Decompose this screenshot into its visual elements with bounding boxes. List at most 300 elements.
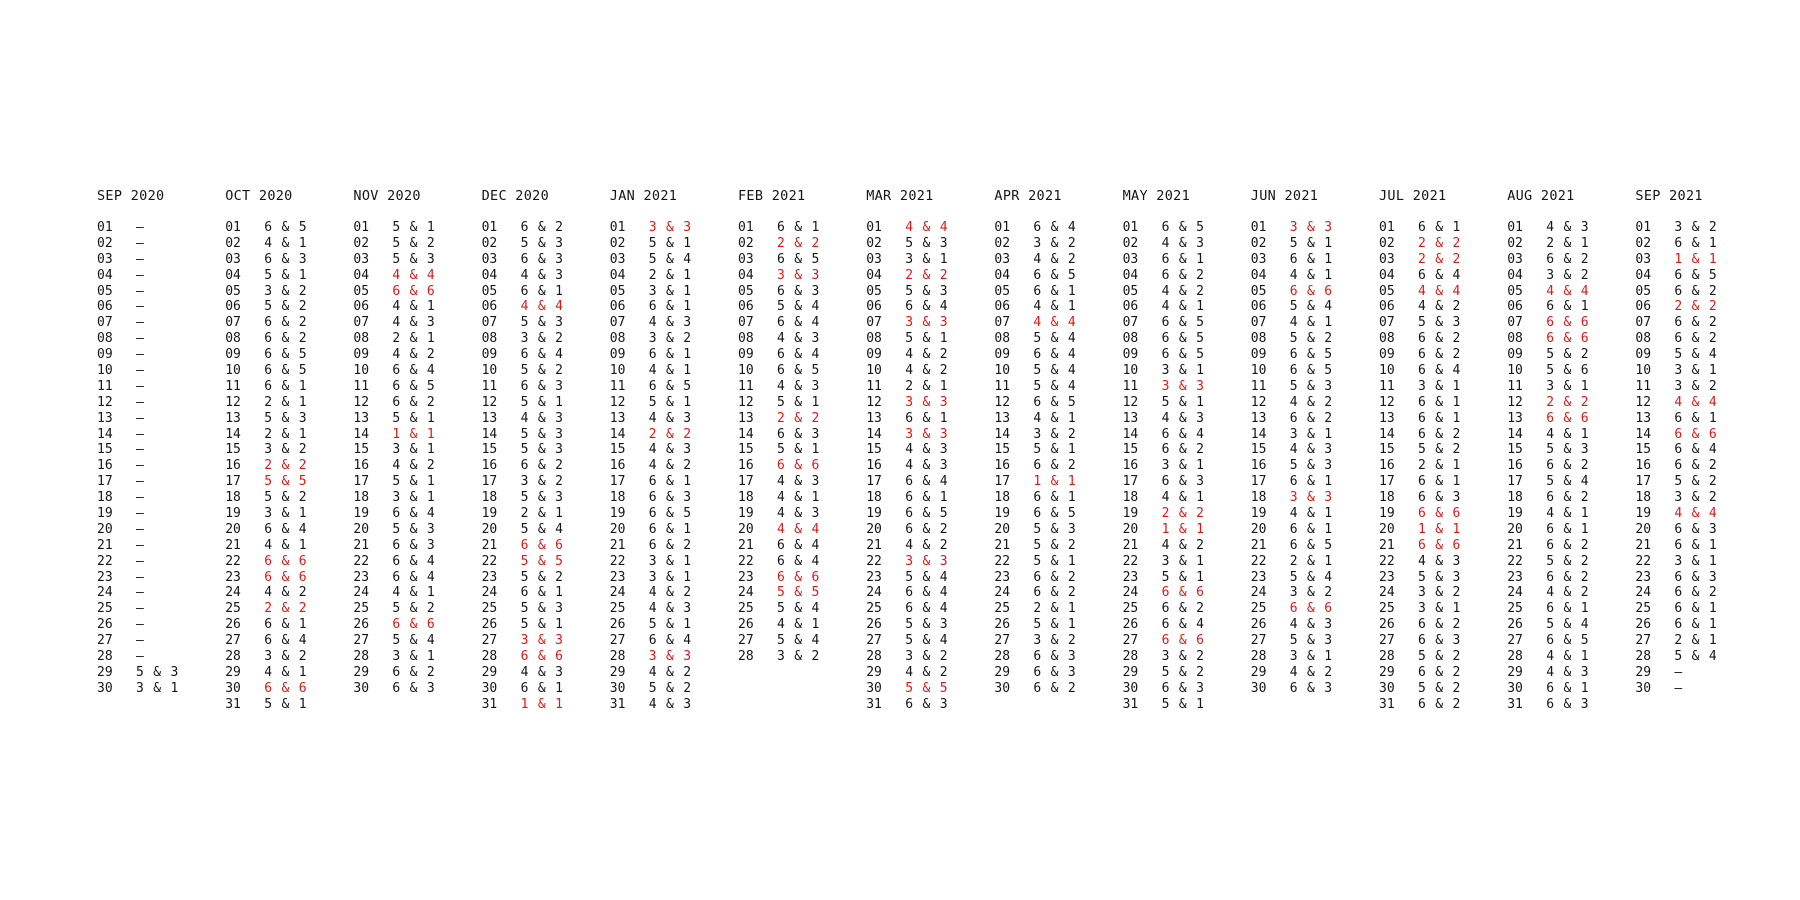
day-value: 6 & 3 xyxy=(520,251,564,267)
day-value: 3 & 2 xyxy=(1033,633,1077,649)
day-value: 6 & 4 xyxy=(1161,426,1205,442)
day-value: 6 & 1 xyxy=(905,490,949,506)
day-number: 23 xyxy=(97,569,113,585)
day-number: 26 xyxy=(866,617,882,633)
day-row xyxy=(1507,268,1627,284)
day-number: 03 xyxy=(866,251,882,267)
day-number: 19 xyxy=(1507,506,1523,522)
day-value: 2 & 1 xyxy=(1546,235,1590,251)
day-number: 10 xyxy=(1250,363,1267,379)
day-value: 6 & 5 xyxy=(648,506,692,522)
day-number: 24 xyxy=(609,585,626,601)
day-value: 6 & 3 xyxy=(1033,664,1077,680)
day-number: 12 xyxy=(1379,394,1395,410)
day-row xyxy=(97,315,217,331)
day-row xyxy=(1379,220,1499,236)
month-title: MAR 2021 xyxy=(866,188,934,204)
day-number: 01 xyxy=(1122,220,1139,235)
month-column xyxy=(1507,186,1627,713)
day-number: 17 xyxy=(353,474,370,490)
day-row xyxy=(97,585,217,601)
day-value: 6 & 2 xyxy=(1674,585,1718,601)
day-row xyxy=(353,442,473,458)
day-row xyxy=(1635,649,1755,665)
day-value: 6 & 5 xyxy=(777,363,821,379)
day-list xyxy=(482,220,602,713)
day-value-double: 2 & 2 xyxy=(777,235,821,251)
day-row xyxy=(482,458,602,474)
day-number: 02 xyxy=(1507,235,1523,251)
day-value-double: 2 & 2 xyxy=(264,601,308,617)
day-number: 03 xyxy=(994,251,1011,267)
month-column xyxy=(738,186,858,665)
day-row xyxy=(1123,236,1243,252)
day-value: 3 & 2 xyxy=(905,649,949,665)
day-row xyxy=(994,681,1114,697)
month-title: JUN 2021 xyxy=(1250,188,1319,204)
day-row xyxy=(738,395,858,411)
day-number: 02 xyxy=(1635,235,1652,251)
day-value: 6 & 4 xyxy=(1418,267,1462,283)
day-row xyxy=(1251,331,1371,347)
day-value: 6 & 2 xyxy=(1546,569,1590,585)
day-number: 01 xyxy=(97,220,113,235)
day-row xyxy=(97,252,217,268)
day-value-double: 4 & 4 xyxy=(520,299,564,315)
day-number: 30 xyxy=(994,680,1011,696)
day-value-double: 6 & 6 xyxy=(1289,283,1333,299)
day-row xyxy=(1123,649,1243,665)
day-number: 29 xyxy=(609,664,626,680)
day-number: 11 xyxy=(866,378,882,394)
day-row xyxy=(610,697,730,713)
day-value: 6 & 4 xyxy=(1674,442,1718,458)
day-row xyxy=(610,538,730,554)
day-value: 5 & 3 xyxy=(520,490,564,506)
day-number: 09 xyxy=(1379,347,1395,363)
day-value: 4 & 1 xyxy=(1161,299,1205,315)
day-value: 6 & 2 xyxy=(1546,490,1590,506)
day-number: 09 xyxy=(738,347,754,363)
day-row xyxy=(1635,474,1755,490)
day-row xyxy=(1123,395,1243,411)
day-value: 3 & 2 xyxy=(1674,490,1718,506)
day-value: 5 & 3 xyxy=(136,664,180,680)
day-number: 03 xyxy=(481,251,498,267)
day-value: 6 & 5 xyxy=(1289,347,1333,363)
day-row xyxy=(1251,649,1371,665)
day-value-double: 6 & 6 xyxy=(264,680,308,696)
day-row xyxy=(225,522,345,538)
day-number: 15 xyxy=(353,442,370,458)
day-value: 3 & 2 xyxy=(777,649,821,665)
day-number: 31 xyxy=(609,696,626,712)
day-row xyxy=(97,522,217,538)
day-number: 21 xyxy=(353,537,370,553)
day-value: 6 & 1 xyxy=(1546,680,1590,696)
day-row xyxy=(1251,506,1371,522)
day-number: 06 xyxy=(97,299,113,315)
day-row xyxy=(1251,585,1371,601)
day-row xyxy=(97,363,217,379)
day-value: 6 & 4 xyxy=(905,601,949,617)
day-row xyxy=(97,681,217,697)
day-number: 29 xyxy=(97,664,113,680)
day-number: 31 xyxy=(1379,696,1395,712)
day-number: 12 xyxy=(225,394,241,410)
day-row xyxy=(1635,506,1755,522)
day-row xyxy=(610,363,730,379)
month-column xyxy=(482,186,602,713)
day-number: 06 xyxy=(353,299,370,315)
day-row xyxy=(482,474,602,490)
day-number: 10 xyxy=(738,363,754,379)
day-number: 24 xyxy=(353,585,370,601)
day-row xyxy=(1635,268,1755,284)
day-row xyxy=(610,252,730,268)
day-number: 05 xyxy=(353,283,370,299)
day-value: 3 & 2 xyxy=(1033,426,1077,442)
day-value-double: 6 & 6 xyxy=(1161,585,1205,601)
day-value-double: 3 & 3 xyxy=(520,633,564,649)
day-row xyxy=(994,458,1114,474)
day-value: 6 & 2 xyxy=(1161,442,1205,458)
day-value: 2 & 1 xyxy=(648,267,692,283)
day-number: 22 xyxy=(994,553,1011,569)
day-number: 29 xyxy=(1379,664,1395,680)
day-row xyxy=(225,474,345,490)
day-value: 6 & 2 xyxy=(905,521,949,537)
day-value: 5 & 1 xyxy=(777,442,821,458)
day-value: 6 & 1 xyxy=(1033,490,1077,506)
day-number: 19 xyxy=(1122,506,1139,522)
day-number: 06 xyxy=(225,299,241,315)
day-number: 09 xyxy=(97,347,113,363)
day-row xyxy=(1251,268,1371,284)
day-number: 11 xyxy=(609,378,626,394)
day-value: – xyxy=(136,649,145,665)
day-row xyxy=(1123,585,1243,601)
day-value: 6 & 3 xyxy=(1418,490,1462,506)
day-value: 5 & 2 xyxy=(392,601,436,617)
day-value: 5 & 1 xyxy=(777,394,821,410)
day-value: 6 & 5 xyxy=(264,363,308,379)
day-number: 09 xyxy=(994,347,1011,363)
day-number: 30 xyxy=(1379,680,1395,696)
day-value: 6 & 4 xyxy=(392,569,436,585)
day-value: 2 & 1 xyxy=(1674,633,1718,649)
day-value: 4 & 3 xyxy=(1289,442,1333,458)
day-number: 26 xyxy=(353,617,370,633)
day-number: 22 xyxy=(481,553,498,569)
day-value-double: 3 & 3 xyxy=(648,220,692,235)
day-number: 04 xyxy=(994,267,1011,283)
day-row xyxy=(353,299,473,315)
day-row xyxy=(353,315,473,331)
day-row xyxy=(738,268,858,284)
day-number: 01 xyxy=(866,220,882,235)
day-value: 5 & 3 xyxy=(1289,458,1333,474)
day-value: 5 & 6 xyxy=(1546,363,1590,379)
day-row xyxy=(1635,458,1755,474)
day-row xyxy=(610,601,730,617)
day-value: 3 & 1 xyxy=(1161,553,1205,569)
day-number: 13 xyxy=(866,410,882,426)
day-row xyxy=(994,395,1114,411)
day-row xyxy=(225,697,345,713)
day-number: 05 xyxy=(97,283,113,299)
day-row xyxy=(353,554,473,570)
day-value: 5 & 1 xyxy=(392,410,436,426)
day-value: 5 & 4 xyxy=(392,633,436,649)
day-number: 02 xyxy=(481,235,498,251)
day-value: 6 & 4 xyxy=(264,521,308,537)
day-number: 09 xyxy=(1635,347,1652,363)
day-row xyxy=(482,252,602,268)
day-number: 02 xyxy=(1122,235,1139,251)
day-row xyxy=(1123,474,1243,490)
day-row xyxy=(1251,395,1371,411)
day-row xyxy=(225,681,345,697)
day-value-double: 2 & 2 xyxy=(264,458,308,474)
day-number: 15 xyxy=(1379,442,1395,458)
day-value-double: 4 & 4 xyxy=(392,267,436,283)
day-value: 4 & 2 xyxy=(905,664,949,680)
day-number: 19 xyxy=(353,506,370,522)
day-row xyxy=(1123,506,1243,522)
day-number: 04 xyxy=(481,267,498,283)
day-value: 6 & 4 xyxy=(905,585,949,601)
day-value: 6 & 3 xyxy=(777,283,821,299)
day-value: 3 & 2 xyxy=(1161,649,1205,665)
day-number: 20 xyxy=(1379,521,1395,537)
day-row xyxy=(994,538,1114,554)
day-value: 3 & 1 xyxy=(136,680,180,696)
day-row xyxy=(1379,331,1499,347)
day-row xyxy=(866,633,986,649)
day-row xyxy=(738,490,858,506)
day-number: 03 xyxy=(1379,251,1395,267)
day-value-double: 6 & 6 xyxy=(1546,315,1590,331)
day-row xyxy=(1635,236,1755,252)
day-row xyxy=(994,506,1114,522)
day-number: 15 xyxy=(866,442,882,458)
day-value: 5 & 4 xyxy=(1674,649,1718,665)
day-number: 27 xyxy=(738,633,754,649)
day-value: 6 & 2 xyxy=(392,664,436,680)
day-row xyxy=(353,570,473,586)
day-number: 07 xyxy=(866,315,882,331)
day-row xyxy=(482,570,602,586)
month-column xyxy=(97,186,217,697)
day-number: 18 xyxy=(1635,490,1652,506)
day-row xyxy=(610,331,730,347)
day-row xyxy=(866,490,986,506)
day-number: 06 xyxy=(866,299,882,315)
day-value: 5 & 2 xyxy=(1161,664,1205,680)
day-value: 6 & 1 xyxy=(1161,251,1205,267)
day-number: 10 xyxy=(225,363,241,379)
day-number: 19 xyxy=(609,506,626,522)
day-value: 6 & 1 xyxy=(264,617,308,633)
day-value: 4 & 2 xyxy=(1289,664,1333,680)
day-number: 09 xyxy=(225,347,241,363)
day-row xyxy=(482,697,602,713)
day-number: 06 xyxy=(609,299,626,315)
day-value: – xyxy=(136,601,145,617)
day-row xyxy=(1507,585,1627,601)
day-number: 01 xyxy=(1507,220,1523,235)
day-number: 20 xyxy=(866,521,882,537)
day-number: 26 xyxy=(1635,617,1652,633)
day-number: 31 xyxy=(866,696,882,712)
day-number: 17 xyxy=(609,474,626,490)
day-row xyxy=(97,220,217,236)
day-row xyxy=(353,458,473,474)
day-number: 21 xyxy=(1379,537,1395,553)
day-value-double: 2 & 2 xyxy=(1161,506,1205,522)
day-value: 6 & 2 xyxy=(1418,696,1462,712)
day-number: 07 xyxy=(1507,315,1523,331)
day-number: 13 xyxy=(225,410,241,426)
day-value: 5 & 2 xyxy=(1546,553,1590,569)
day-value: 6 & 3 xyxy=(264,251,308,267)
day-row xyxy=(482,522,602,538)
day-value: 4 & 3 xyxy=(648,442,692,458)
day-row xyxy=(994,522,1114,538)
day-row xyxy=(994,601,1114,617)
day-row xyxy=(1507,331,1627,347)
day-number: 10 xyxy=(609,363,626,379)
day-value-double: 1 & 1 xyxy=(392,426,436,442)
day-number: 27 xyxy=(1250,633,1267,649)
day-number: 12 xyxy=(738,394,754,410)
day-number: 12 xyxy=(1635,394,1652,410)
day-row xyxy=(1507,220,1627,236)
day-value: – xyxy=(136,315,145,331)
day-list xyxy=(1379,220,1499,713)
day-row xyxy=(97,284,217,300)
day-number: 14 xyxy=(353,426,370,442)
day-row xyxy=(1379,522,1499,538)
day-value: 5 & 4 xyxy=(1033,331,1077,347)
day-number: 15 xyxy=(1250,442,1267,458)
day-number: 16 xyxy=(1635,458,1652,474)
day-number: 07 xyxy=(353,315,370,331)
day-number: 02 xyxy=(97,235,113,251)
day-row xyxy=(1251,570,1371,586)
day-value: 6 & 3 xyxy=(1546,696,1590,712)
day-value: 6 & 4 xyxy=(520,347,564,363)
day-number: 22 xyxy=(1250,553,1267,569)
day-value: 4 & 1 xyxy=(648,363,692,379)
day-row xyxy=(1251,554,1371,570)
day-number: 21 xyxy=(994,537,1011,553)
day-number: 26 xyxy=(738,617,754,633)
month-title: AUG 2021 xyxy=(1507,188,1575,204)
day-number: 27 xyxy=(1635,633,1652,649)
day-number: 29 xyxy=(481,664,498,680)
day-value: 6 & 2 xyxy=(1418,347,1462,363)
day-value: 3 & 2 xyxy=(520,474,564,490)
day-row xyxy=(866,442,986,458)
day-row xyxy=(866,697,986,713)
day-row xyxy=(1251,284,1371,300)
day-number: 20 xyxy=(97,521,113,537)
day-value: 5 & 1 xyxy=(1033,553,1077,569)
day-number: 24 xyxy=(97,585,113,601)
day-row xyxy=(225,585,345,601)
day-value: 3 & 1 xyxy=(905,251,949,267)
day-number: 28 xyxy=(609,649,626,665)
day-value: 5 & 4 xyxy=(1033,378,1077,394)
day-row xyxy=(1507,506,1627,522)
day-value: – xyxy=(136,283,145,299)
day-value: 6 & 5 xyxy=(777,251,821,267)
day-value: 6 & 4 xyxy=(777,553,821,569)
day-number: 05 xyxy=(225,283,241,299)
day-value: 5 & 2 xyxy=(520,363,564,379)
day-number: 12 xyxy=(866,394,882,410)
day-row xyxy=(1379,299,1499,315)
day-number: 05 xyxy=(481,283,498,299)
day-number: 12 xyxy=(609,394,626,410)
day-value: 5 & 4 xyxy=(905,633,949,649)
day-value: 6 & 2 xyxy=(1546,251,1590,267)
day-row xyxy=(1251,363,1371,379)
day-value: 3 & 1 xyxy=(1674,363,1718,379)
day-value: – xyxy=(136,267,145,283)
day-number: 28 xyxy=(97,649,113,665)
month-title: OCT 2020 xyxy=(225,188,293,204)
day-row xyxy=(738,585,858,601)
day-number: 09 xyxy=(1250,347,1267,363)
day-number: 26 xyxy=(1507,617,1523,633)
day-value: 6 & 1 xyxy=(520,585,564,601)
day-value: 6 & 2 xyxy=(1546,458,1590,474)
day-value-double: 4 & 4 xyxy=(1674,506,1718,522)
day-value: 3 & 1 xyxy=(392,649,436,665)
day-row xyxy=(610,284,730,300)
day-list xyxy=(1507,220,1627,713)
day-number: 08 xyxy=(481,331,498,347)
day-value-double: 6 & 6 xyxy=(777,569,821,585)
day-number: 22 xyxy=(1122,553,1139,569)
day-value-double: 6 & 6 xyxy=(777,458,821,474)
day-value: 6 & 1 xyxy=(648,521,692,537)
day-value: 6 & 3 xyxy=(777,426,821,442)
day-value: 6 & 2 xyxy=(1418,617,1462,633)
day-row xyxy=(97,299,217,315)
day-row xyxy=(1379,697,1499,713)
day-value-double: 6 & 6 xyxy=(1418,537,1462,553)
day-number: 17 xyxy=(1122,474,1139,490)
day-value: 3 & 2 xyxy=(264,283,308,299)
day-row xyxy=(1251,522,1371,538)
day-number: 01 xyxy=(1635,220,1652,235)
day-number: 06 xyxy=(481,299,498,315)
day-number: 25 xyxy=(353,601,370,617)
day-value: 5 & 3 xyxy=(1418,569,1462,585)
day-row xyxy=(482,554,602,570)
day-row xyxy=(610,347,730,363)
day-row xyxy=(1379,601,1499,617)
day-number: 25 xyxy=(481,601,498,617)
day-row xyxy=(866,220,986,236)
day-number: 16 xyxy=(225,458,241,474)
day-value: – xyxy=(136,537,145,553)
day-number: 07 xyxy=(1379,315,1395,331)
